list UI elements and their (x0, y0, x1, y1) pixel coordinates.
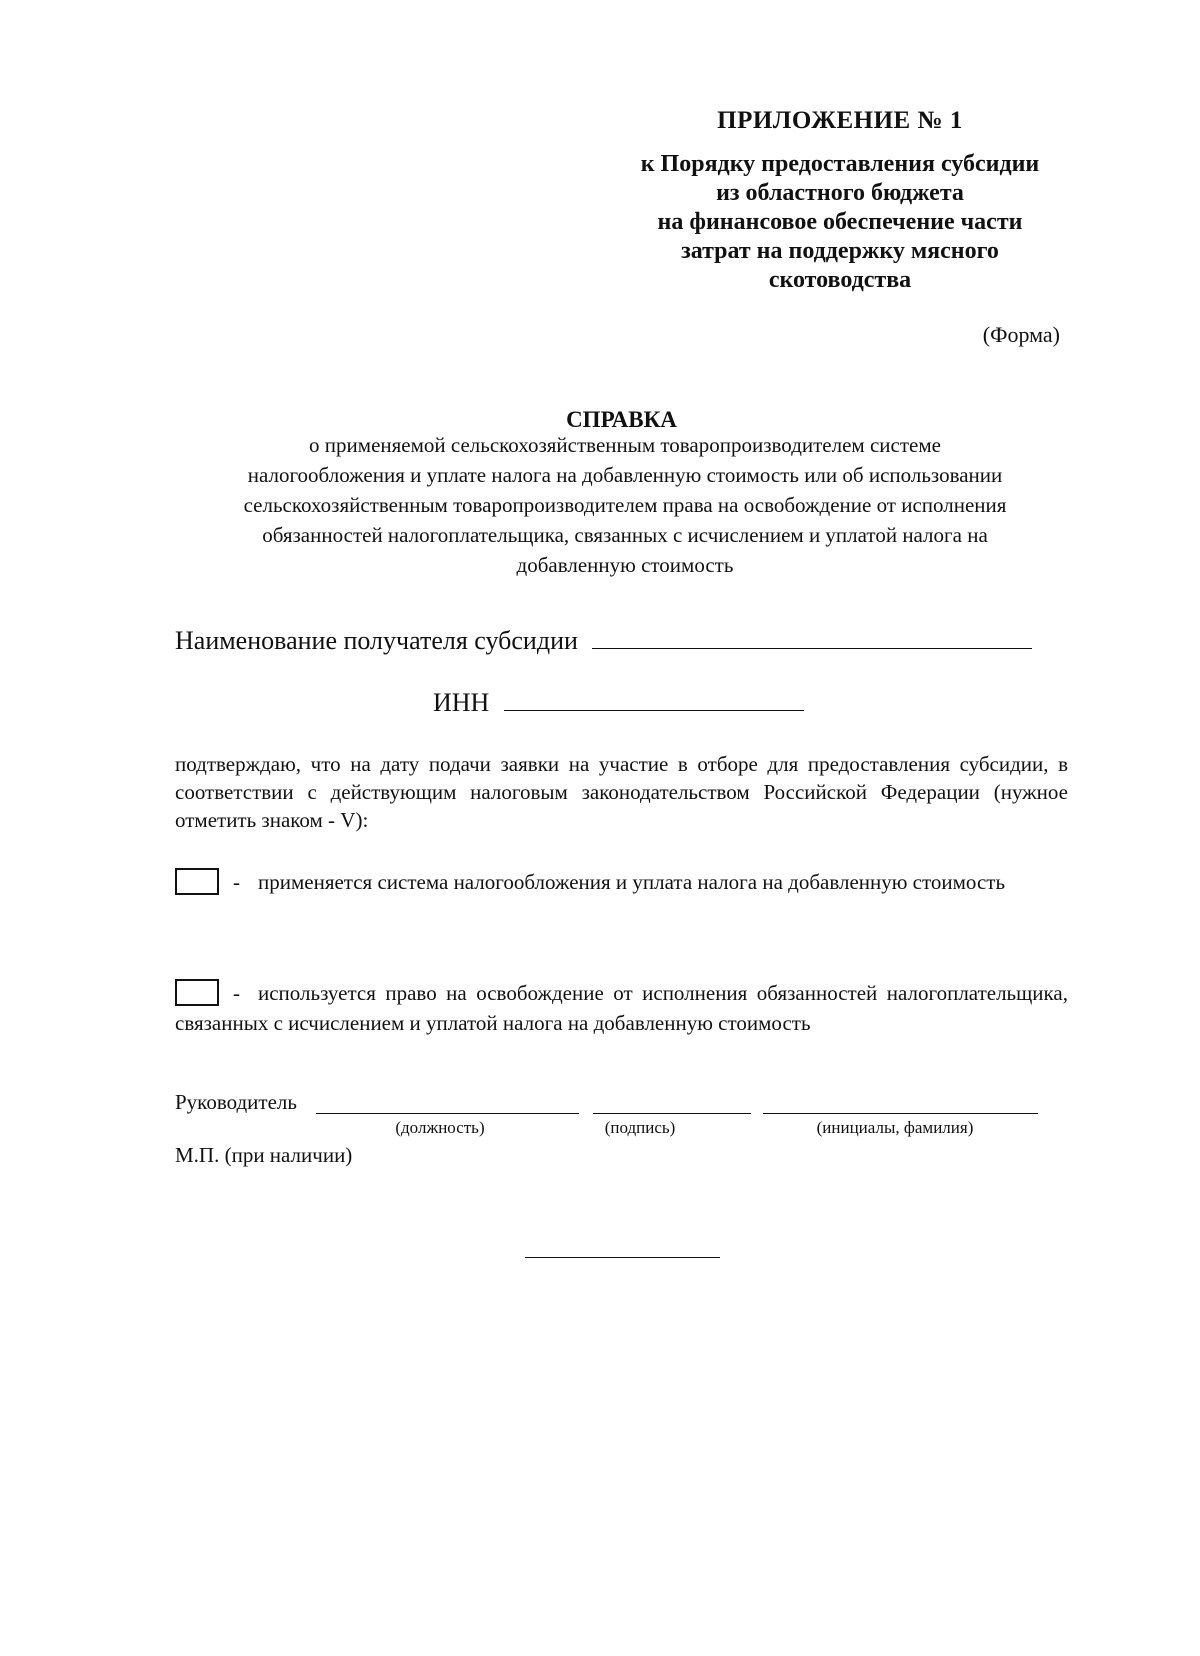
recipient-label: Наименование получателя субсидии (175, 626, 578, 655)
name-blank[interactable] (763, 1113, 1038, 1114)
appendix-subtitle-line: на финансовое обеспечение части (657, 209, 1023, 235)
position-blank[interactable] (316, 1113, 579, 1114)
appendix-subtitle (595, 150, 1085, 295)
inn-blank[interactable] (504, 690, 804, 711)
option-vat-payer-checkbox[interactable] (175, 868, 219, 895)
appendix-subtitle-line: из областного бюджета (716, 180, 964, 206)
head-label: Руководитель (175, 1090, 297, 1114)
end-rule (525, 1257, 720, 1258)
recipient-field-row (175, 626, 1075, 656)
appendix-subtitle-line: к Порядку предоставления субсидии (640, 151, 1040, 177)
recipient-name-blank[interactable] (592, 628, 1032, 649)
option-vat-exemption-text: используется право на освобождение от исполнения обязанностей налогоплательщика, связанных с исчислением и уплатой налога на добавленную стоимость (175, 981, 1068, 1035)
option-vat-exemption (175, 979, 1068, 1037)
option-vat-payer (175, 868, 1068, 898)
document-title: СПРАВКА (566, 407, 677, 432)
document-subtitle (175, 430, 1075, 580)
document-subtitle-line: налогообложения и уплате налога на добавленную стоимость или об использовании (247, 463, 1003, 487)
inn-label: ИНН (433, 688, 490, 717)
option-dash: - (233, 981, 240, 1005)
option-vat-exemption-checkbox[interactable] (175, 979, 219, 1006)
document-subtitle-line: добавленную стоимость (516, 553, 734, 577)
document-subtitle-line: обязанностей налогоплательщика, связанных с исчислением и уплатой налога на (262, 523, 988, 547)
inn-field-row (433, 688, 833, 718)
name-caption: (инициалы, фамилия) (816, 1118, 974, 1137)
appendix-subtitle-line: скотоводства (768, 267, 912, 293)
signature-blank[interactable] (593, 1113, 751, 1114)
appendix-subtitle-line: затрат на поддержку мясного (681, 238, 999, 264)
option-dash: - (233, 870, 240, 894)
document-subtitle-line: о применяемой сельскохозяйственным товаропроизводителем системе (309, 433, 941, 457)
appendix-title: ПРИЛОЖЕНИЕ № 1 (717, 107, 963, 134)
stamp-label: М.П. (при наличии) (175, 1143, 353, 1167)
confirmation-text: подтверждаю, что на дату подачи заявки на участие в отборе для предоставления субсидии, в соответствии с действующим налоговым законодательством Российской Федерации (нужное отметить знаком - V): (175, 752, 1068, 832)
position-caption: (должность) (395, 1118, 485, 1137)
signature-caption: (подпись) (604, 1118, 676, 1137)
option-vat-payer-text: применяется система налогообложения и уплата налога на добавленную стоимость (258, 870, 1006, 894)
form-label: (Форма) (982, 322, 1060, 347)
document-subtitle-line: сельскохозяйственным товаропроизводителем права на освобождение от исполнения (243, 493, 1007, 517)
